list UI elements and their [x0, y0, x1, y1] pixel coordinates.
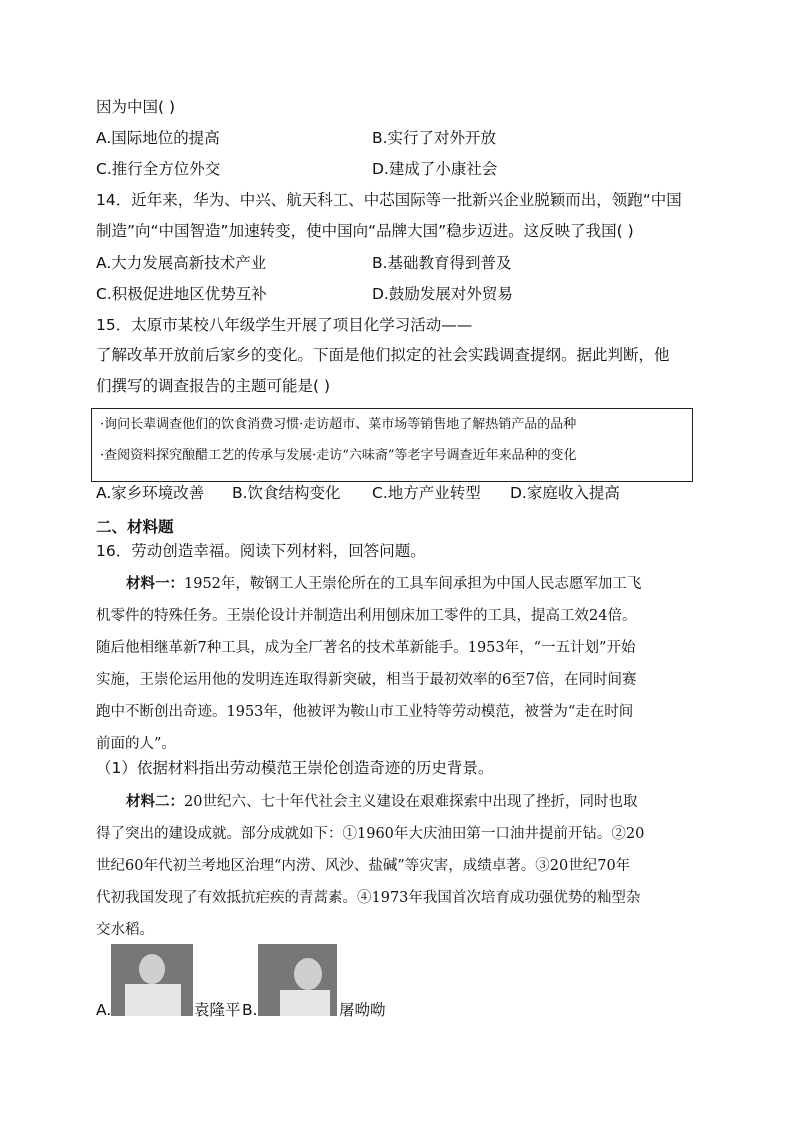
q16-intro: 16．劳动创造幸福。阅读下列材料，回答问题。: [96, 542, 426, 560]
q13-option-b: B.实行了对外开放: [372, 129, 497, 147]
q15-option-a: A.家乡环境改善: [96, 484, 205, 502]
q15-survey-outline-box: [91, 408, 693, 482]
material-2-line: 世纪60年代初兰考地区治理“内涝、风沙、盐碱”等灾害，成绩卓著。③20世纪70年: [96, 858, 631, 874]
material-1-line: 实施，王崇伦运用他的发明连连取得新突破，相当于最初效率的6至7倍，在同时间赛: [96, 672, 637, 688]
q14-stem-line1: 14．近年来，华为、中兴、航天科工、中芯国际等一批新兴企业脱颖而出，领跑“中国: [96, 191, 682, 209]
photo-option-b-name: 屠呦呦: [339, 1001, 386, 1019]
material-1-line: 机零件的特殊任务。王崇伦设计并制造出利用刨床加工零件的工具，提高工效24倍。: [96, 608, 637, 624]
material-1: [96, 568, 696, 760]
material-1-line: 1952年，鞍钢工人王崇伦所在的工具车间承担为中国人民志愿军加工飞: [184, 576, 642, 592]
portrait-photo-b: [258, 944, 337, 1016]
q15-box-line2: ·查阅资料探究酿醋工艺的传承与发展·走访“六味斋”等老字号调查近年来品种的变化: [100, 448, 577, 463]
material-2-line: 代初我国发现了有效抵抗疟疾的青蒿素。④1973年我国首次培育成功强优势的籼型杂: [96, 890, 641, 906]
material-2-line: 交水稻。: [96, 922, 154, 938]
q13-option-a: A.国际地位的提高: [96, 129, 220, 147]
q13-option-c: C.推行全方位外交: [96, 160, 221, 178]
q14-stem-line2: 制造”向“中国智造”加速转变，使中国向“品牌大国”稳步迈进。这反映了我国( ): [96, 222, 634, 240]
photo-option-b-prefix: B.: [242, 1001, 258, 1019]
photo-option-a-prefix: A.: [96, 1001, 112, 1019]
q15-stem-line1: 15．太原市某校八年级学生开展了项目化学习活动——: [96, 316, 473, 334]
section-2-title: 二、材料题: [96, 518, 174, 536]
q16-sub-question-1: （1）依据材料指出劳动模范王崇伦创造奇迹的历史背景。: [96, 759, 494, 777]
q13-tail: 因为中国( ): [96, 98, 176, 116]
q15-box-line1: ·询问长辈调查他们的饮食消费习惯·走访超市、菜市场等销售地了解热销产品的品种: [100, 417, 577, 432]
material-1-line: 前面的人”。: [96, 736, 176, 752]
q14-option-a: A.大力发展高新技术产业: [96, 254, 267, 272]
material-2-line: 20世纪六、七十年代社会主义建设在艰难探索中出现了挫折，同时也取: [184, 794, 638, 810]
material-2: [96, 786, 696, 946]
photo-option-a-name: 袁隆平: [194, 1001, 241, 1019]
material-2-line: 得了突出的建设成就。部分成就如下：①1960年大庆油田第一口油井提前开钻。②20: [96, 826, 645, 842]
material-1-label: 材料一：: [126, 576, 184, 592]
q15-option-b: B.饮食结构变化: [232, 484, 341, 502]
q15-option-d: D.家庭收入提高: [510, 484, 620, 502]
q13-option-d: D.建成了小康社会: [372, 160, 498, 178]
q15-stem-line2: 了解改革开放前后家乡的变化。下面是他们拟定的社会实践调查提纲。据此判断，他: [96, 346, 670, 364]
q15-option-c: C.地方产业转型: [372, 484, 481, 502]
q14-option-d: D.鼓励发展对外贸易: [372, 285, 513, 303]
q14-option-b: B.基础教育得到普及: [372, 254, 512, 272]
material-1-line: 随后他相继革新7种工具，成为全厂著名的技术革新能手。1953年，“一五计划”开始: [96, 640, 636, 656]
portrait-photo-a: [111, 944, 193, 1016]
q15-stem-line3: 们撰写的调查报告的主题可能是( ): [96, 377, 331, 395]
material-1-line: 跑中不断创出奇迹。1953年，他被评为鞍山市工业特等劳动模范，被誉为“走在时间: [96, 704, 634, 720]
material-2-label: 材料二：: [126, 794, 184, 810]
q14-option-c: C.积极促进地区优势互补: [96, 285, 267, 303]
